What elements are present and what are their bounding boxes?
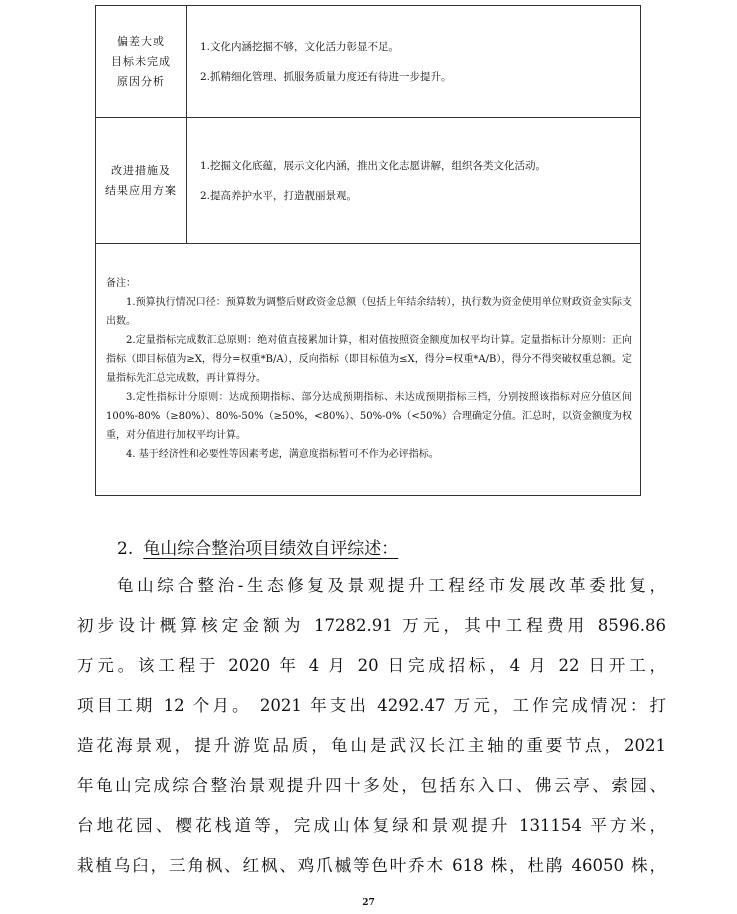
list-item: 1.文化内涵挖掘不够，文化活力彰显不足。 [200, 40, 400, 53]
notes-block [106, 274, 632, 464]
body-line: 万元。该工程于 2020 年 4 月 20 日完成招标，4 月 22 日开工， [77, 656, 666, 675]
body-line: 台地花园、樱花栈道等，完成山体复绿和景观提升 131154 平方米， [77, 816, 666, 835]
label-line: 偏差大或 [117, 34, 165, 48]
improvement-measures-content [200, 118, 632, 243]
notes-row [96, 244, 640, 495]
note-item: 3.定性指标计分原则：达成预期指标、部分达成预期指标、未达成预期指标三档，分别按照该指标对应分值区间 100%-80%（≥80%）、80%-50%（≥50%，<80%）、50%-0%（<50%）合理确定分值。汇总时，以资金额度为权重，对分值进行加权平均计算。 [106, 392, 632, 441]
list-item: 2.提高养护水平，打造靓丽景观。 [200, 189, 358, 202]
list-item: 1.挖掘文化底蕴，展示文化内涵，推出文化志愿讲解，组织各类文化活动。 [200, 159, 547, 172]
label-line: 目标未完成 [111, 54, 171, 68]
label-line: 结果应用方案 [105, 183, 177, 197]
body-line: 项目工期 12 个月。 2021 年支出 4292.47 万元，工作完成情况：打 [77, 696, 666, 715]
label-line: 原因分析 [117, 74, 165, 88]
performance-table [95, 5, 641, 496]
body-line: 年龟山完成综合整治景观提升四十多处，包括东入口、佛云亭、索园、 [77, 776, 666, 795]
body-line: 栽植乌臼，三角枫、红枫、鸡爪槭等色叶乔木 618 株，杜鹃 46050 株， [77, 856, 666, 875]
notes-title: 备注： [106, 278, 136, 289]
body-line: 龟山综合整治-生态修复及景观提升工程经市发展改革委批复， [117, 576, 666, 595]
deviation-analysis-label [96, 6, 187, 117]
deviation-analysis-content [200, 6, 632, 117]
note-item: 1.预算执行情况口径：预算数为调整后财政资金总额（包括上年结余结转），执行数为资金使用单位财政资金实际支出数。 [106, 297, 632, 327]
improvement-measures-label [96, 118, 187, 243]
body-line: 初步设计概算核定金额为 17282.91 万元，其中工程费用 8596.86 [77, 616, 666, 635]
section-heading [117, 534, 398, 559]
section-number: 2. [117, 539, 134, 559]
note-item: 2.定量指标完成数汇总原则：绝对值直接累加计算，相对值按照资金额度加权平均计算。定量指标计分原则：正向指标（即目标值为≥X，得分=权重*B/A），反向指标（即目标值为≤X，得分=权重*A/B），得分不得突破权重总额。定量指标先汇总完成数，再计算得分。 [106, 335, 632, 384]
label-line: 改进措施及 [111, 163, 171, 177]
list-item: 2.抓精细化管理、抓服务质量力度还有待进一步提升。 [200, 70, 452, 83]
note-item: 4. 基于经济性和必要性等因素考虑，满意度指标暂可不作为必评指标。 [126, 449, 439, 460]
improvement-measures-row [96, 118, 640, 244]
deviation-analysis-row [96, 6, 640, 118]
body-line: 造花海景观，提升游览品质，龟山是武汉长江主轴的重要节点，2021 [77, 736, 666, 755]
page-number: 27 [362, 898, 375, 908]
section-title: 龟山综合整治项目绩效自评综述： [143, 539, 399, 559]
